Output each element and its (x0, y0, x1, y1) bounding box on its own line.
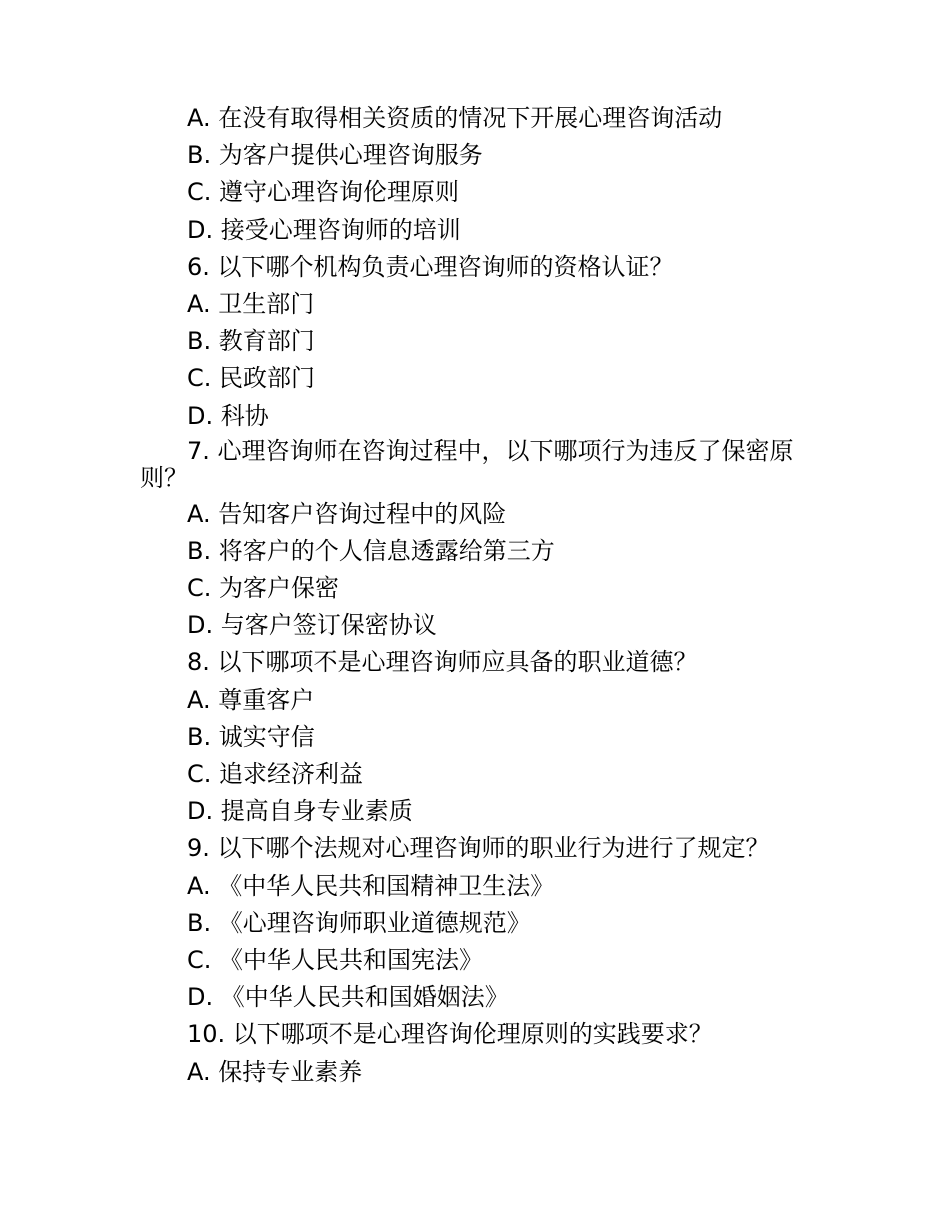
option-9c: C. 《中华人民共和国宪法》 (187, 945, 484, 974)
option-5d: D. 接受心理咨询师的培训 (187, 215, 461, 244)
question-10: 10. 以下哪项不是心理咨询伦理原则的实践要求？ (187, 1020, 713, 1049)
question-7: 7. 心理咨询师在咨询过程中，以下哪项行为违反了保密原则？ (140, 436, 794, 492)
option-6d: D. 科协 (187, 401, 269, 430)
option-5c: C. 遵守心理咨询伦理原则 (187, 178, 460, 207)
question-9: 9. 以下哪个法规对心理咨询师的职业行为进行了规定？ (187, 834, 770, 863)
option-7a: A. 告知客户咨询过程中的风险 (187, 499, 507, 528)
option-6c: C. 民政部门 (187, 364, 316, 393)
option-8b: B. 诚实守信 (187, 722, 315, 751)
option-7c: C. 为客户保密 (187, 574, 340, 603)
option-10a: A. 保持专业素养 (187, 1057, 363, 1086)
option-8d: D. 提高自身专业素质 (187, 797, 413, 826)
option-5b: B. 为客户提供心理咨询服务 (187, 141, 483, 170)
option-8a: A. 尊重客户 (187, 685, 315, 714)
option-9d: D. 《中华人民共和国婚姻法》 (187, 983, 509, 1012)
option-7b: B. 将客户的个人信息透露给第三方 (187, 536, 555, 565)
option-6a: A. 卫生部门 (187, 289, 315, 318)
option-9a: A. 《中华人民共和国精神卫生法》 (187, 871, 555, 900)
question-6: 6. 以下哪个机构负责心理咨询师的资格认证？ (187, 252, 674, 281)
question-8: 8. 以下哪项不是心理咨询师应具备的职业道德？ (187, 648, 698, 677)
option-8c: C. 追求经济利益 (187, 760, 364, 788)
option-9b: B. 《心理咨询师职业道德规范》 (187, 908, 531, 937)
option-5a: A. 在没有取得相关资质的情况下开展心理咨询活动 (187, 104, 723, 132)
document-page (140, 100, 830, 1091)
option-7d: D. 与客户签订保密协议 (187, 611, 437, 640)
option-6b: B. 教育部门 (187, 327, 315, 356)
